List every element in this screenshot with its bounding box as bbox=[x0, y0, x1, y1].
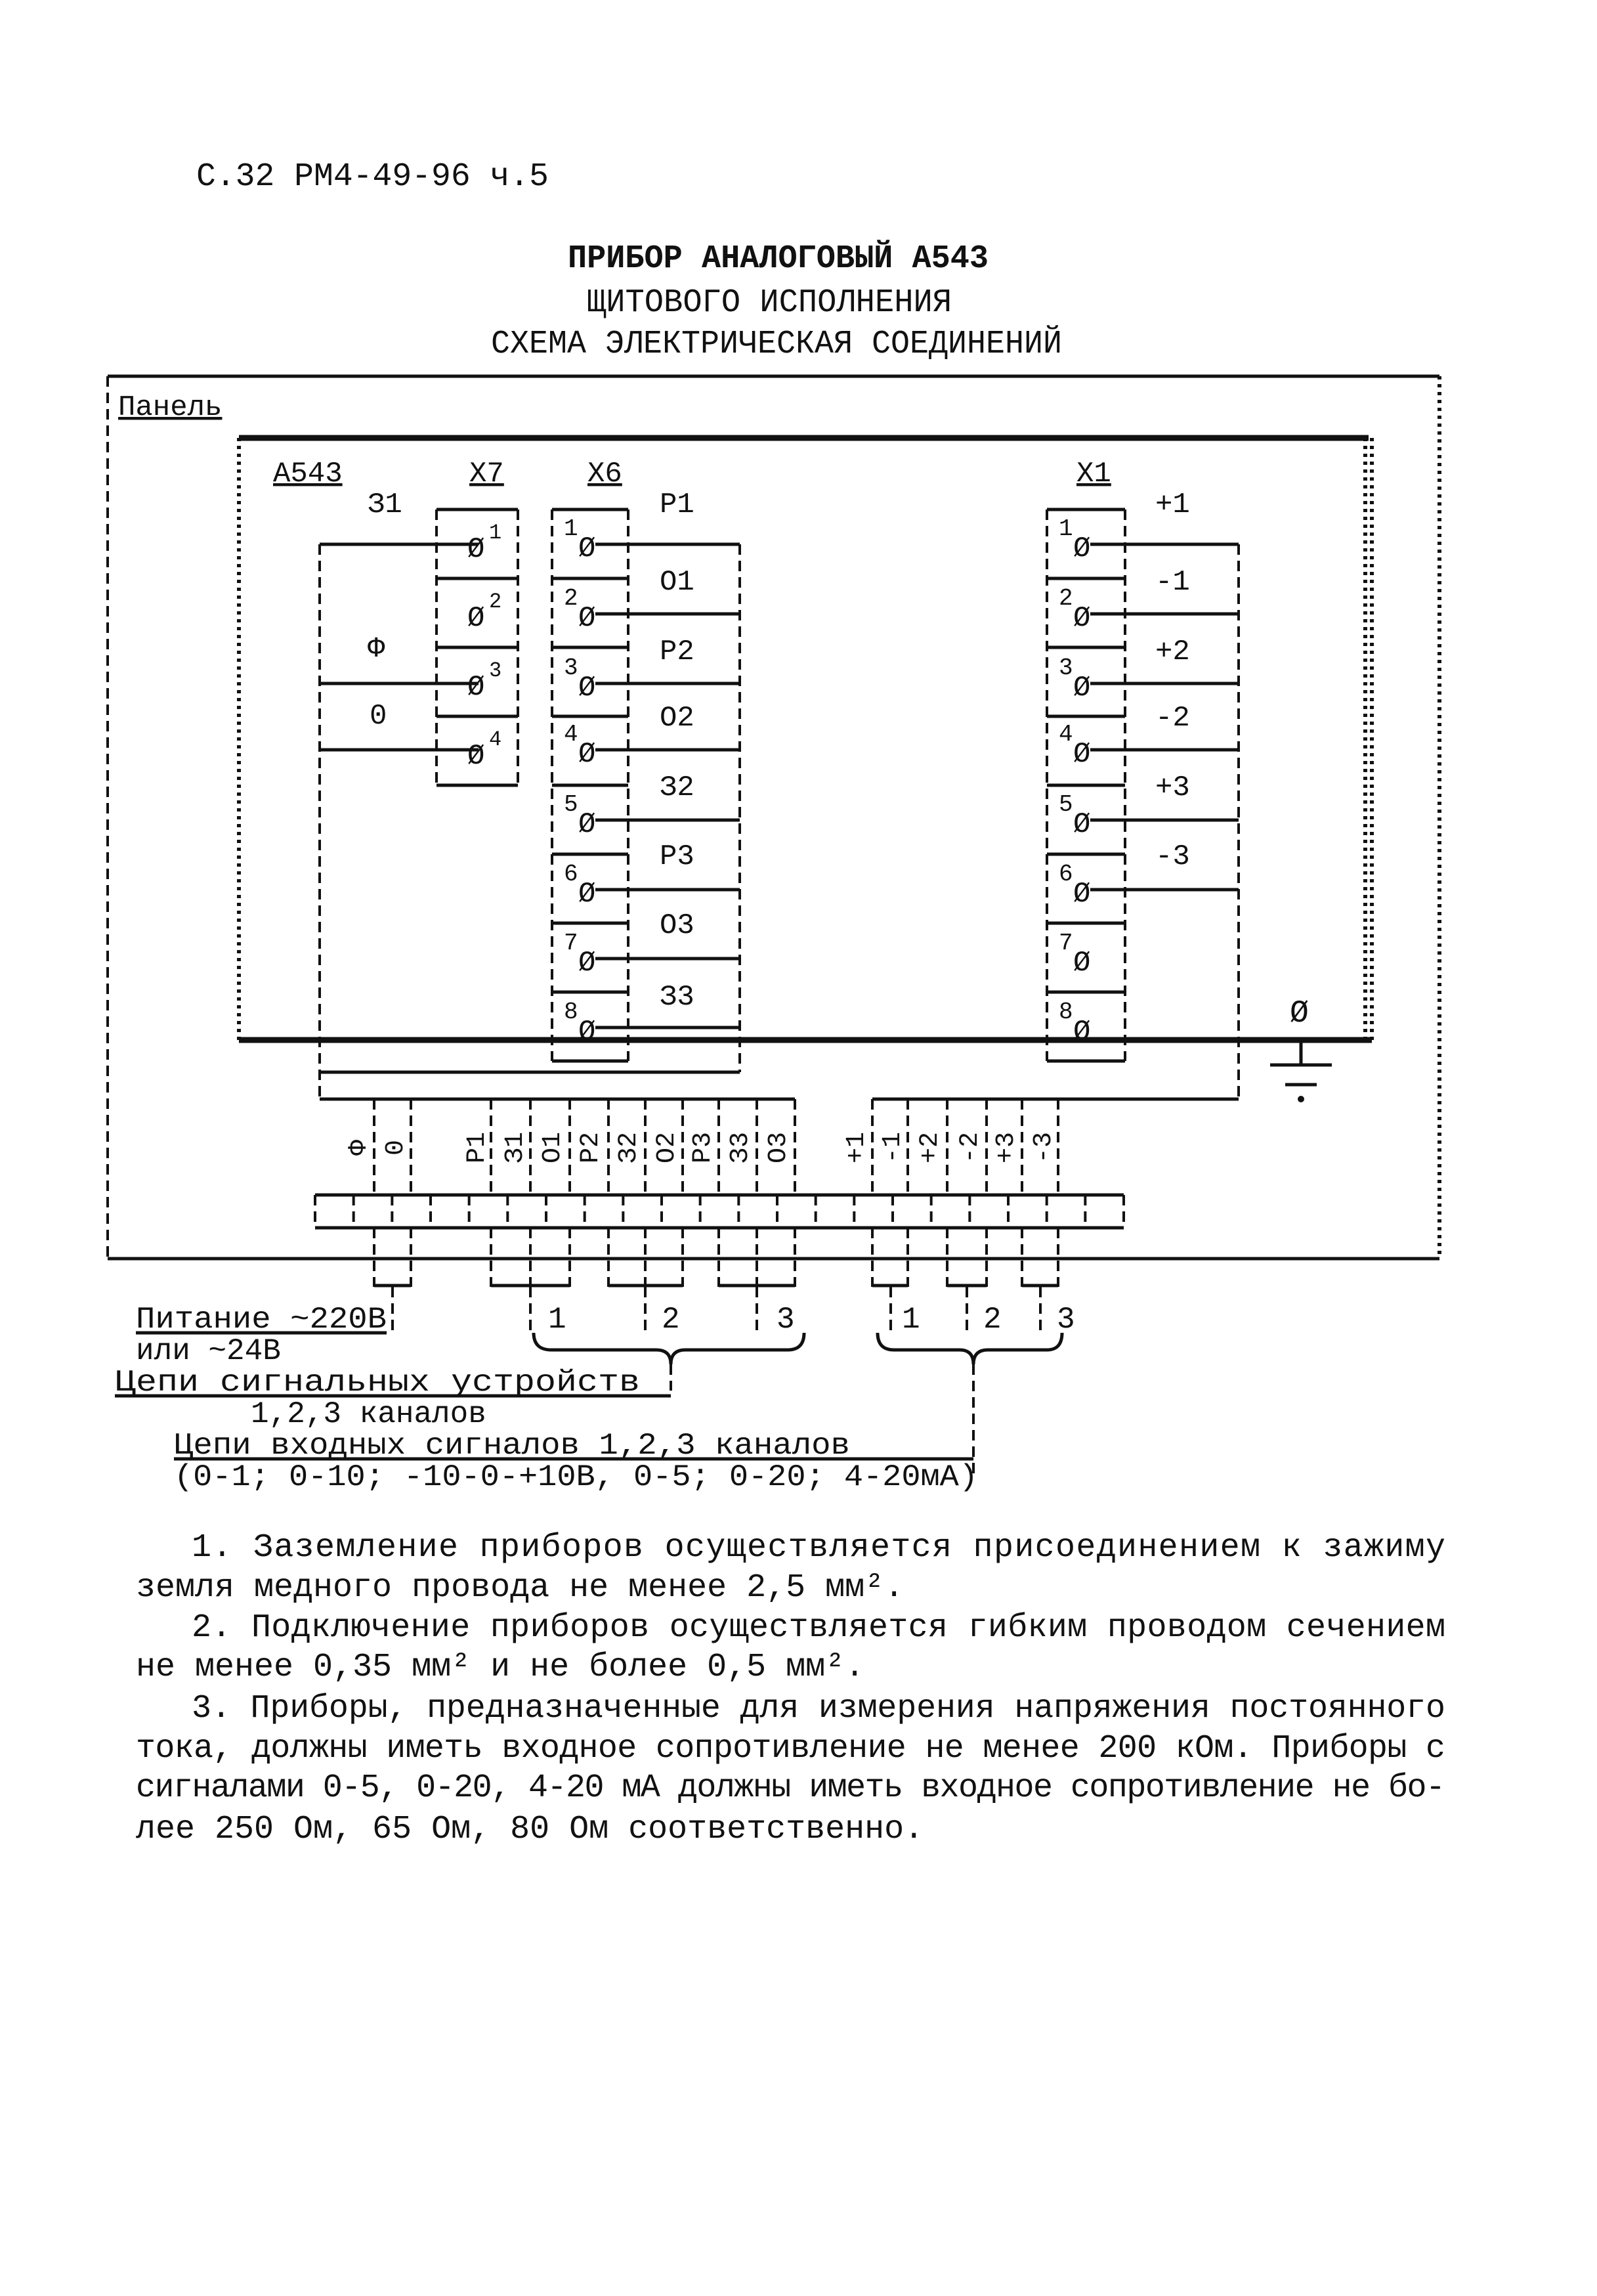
column-label: Ф bbox=[345, 1139, 374, 1156]
signal-label: Р1 bbox=[660, 488, 694, 521]
terminal-number: 4 bbox=[564, 721, 578, 748]
terminal-number: 5 bbox=[1059, 791, 1073, 818]
terminal-number: 2 bbox=[489, 590, 502, 614]
connector-columns bbox=[345, 1099, 1075, 1337]
column-label: +1 bbox=[842, 1131, 872, 1164]
screw-icon: Ø bbox=[578, 1016, 596, 1049]
screw-icon: Ø bbox=[578, 672, 596, 704]
signal-label: -3 bbox=[1155, 840, 1190, 873]
signal-label: О2 bbox=[660, 702, 694, 735]
signal-label: З3 bbox=[660, 981, 694, 1014]
column-label: -2 bbox=[956, 1131, 985, 1164]
panel-label: Панель bbox=[118, 391, 223, 424]
column-label: О2 bbox=[652, 1131, 682, 1164]
terminal-number: 1 bbox=[564, 515, 578, 542]
legend-input-signals: Цепи входных сигналов 1,2,3 каналов bbox=[174, 1429, 850, 1463]
note-line: земля медного провода не менее 2,5 мм². bbox=[136, 1569, 905, 1607]
x6-label: Х6 bbox=[587, 458, 622, 490]
signal-label: О1 bbox=[660, 566, 694, 599]
column-label: +2 bbox=[916, 1131, 945, 1164]
legend-signal-devices-channels: 1,2,3 каналов bbox=[251, 1397, 486, 1431]
column-label: -3 bbox=[1029, 1131, 1059, 1164]
screw-icon: Ø bbox=[1073, 672, 1091, 704]
column-label: Р2 bbox=[576, 1131, 606, 1164]
ground-terminal bbox=[1270, 1040, 1332, 1102]
column-label: Р3 bbox=[689, 1131, 718, 1164]
terminal-number: 7 bbox=[1059, 930, 1073, 957]
signal-label: З2 bbox=[660, 771, 694, 804]
terminal-number: 2 bbox=[564, 585, 578, 612]
screw-icon: Ø bbox=[467, 671, 485, 704]
input-channel-number: 3 bbox=[1057, 1303, 1075, 1337]
screw-icon: Ø bbox=[578, 602, 596, 635]
signal-label: -2 bbox=[1155, 702, 1190, 735]
terminal-block-x6 bbox=[552, 488, 740, 1061]
screw-icon: Ø bbox=[1073, 1016, 1091, 1049]
signal-label: +2 bbox=[1155, 636, 1190, 668]
legend-power: Питание ~220В bbox=[136, 1303, 387, 1337]
phase-label: Ф bbox=[368, 633, 385, 666]
terminal-number: 3 bbox=[489, 659, 502, 683]
signal-label: -1 bbox=[1155, 566, 1190, 599]
terminal-number: 5 bbox=[564, 791, 578, 818]
document-reference: С.32 РМ4-49-96 ч.5 bbox=[196, 158, 549, 196]
device-box bbox=[239, 438, 1372, 1040]
note-line: 1. Заземление приборов осуществляется присоединением к зажиму bbox=[192, 1529, 1445, 1567]
screw-icon: Ø bbox=[578, 808, 596, 841]
legend-input-ranges: (0-1; 0-10; -10-0-+10В, 0-5; 0-20; 4-20мА) bbox=[174, 1460, 978, 1494]
signal-label: Р3 bbox=[660, 840, 694, 873]
column-label: О1 bbox=[538, 1131, 568, 1164]
screw-icon: Ø bbox=[578, 947, 596, 980]
signal-label: +1 bbox=[1155, 488, 1190, 521]
note-line: тока, должны иметь входное сопротивление не менее 200 кОм. Приборы с bbox=[136, 1730, 1445, 1767]
column-label: Р1 bbox=[463, 1131, 492, 1164]
ground-screw-symbol: Ø bbox=[1290, 996, 1309, 1031]
terminal-number: 1 bbox=[1059, 515, 1073, 542]
s1-label: З1 bbox=[368, 488, 402, 521]
screw-icon: Ø bbox=[1073, 602, 1091, 635]
legend-power-alt: или ~24В bbox=[136, 1334, 281, 1368]
signal-label: Р2 bbox=[660, 636, 694, 668]
terminal-number: 2 bbox=[1059, 585, 1073, 612]
screw-icon: Ø bbox=[467, 740, 485, 773]
note-line: 3. Приборы, предназначенные для измерения напряжения постоянного bbox=[192, 1690, 1445, 1727]
terminal-number: 8 bbox=[1059, 999, 1073, 1026]
signal-label: +3 bbox=[1155, 771, 1190, 804]
terminal-number: 6 bbox=[1059, 861, 1073, 888]
note-line: лее 250 Ом, 65 Ом, 80 Ом соответственно. bbox=[136, 1811, 924, 1848]
terminal-number: 6 bbox=[564, 861, 578, 888]
x7-label: Х7 bbox=[469, 458, 504, 490]
input-channel-number: 2 bbox=[983, 1303, 1002, 1337]
signal-channel-number: 2 bbox=[662, 1303, 680, 1337]
terminal-number: 3 bbox=[564, 655, 578, 682]
terminal-number: 8 bbox=[564, 999, 578, 1026]
screw-icon: Ø bbox=[578, 738, 596, 771]
screw-icon: Ø bbox=[1073, 947, 1091, 980]
screw-icon: Ø bbox=[578, 878, 596, 911]
screw-icon: Ø bbox=[1073, 738, 1091, 771]
signal-label: О3 bbox=[660, 909, 694, 942]
title-line-1: ПРИБОР АНАЛОГОВЫЙ А543 bbox=[568, 240, 1002, 278]
column-label: З2 bbox=[614, 1131, 644, 1164]
screw-icon: Ø bbox=[1073, 808, 1091, 841]
notes bbox=[136, 1529, 1445, 1848]
terminal-block-x1 bbox=[1047, 488, 1239, 1061]
connector-strip bbox=[315, 1195, 1124, 1228]
column-label: +3 bbox=[992, 1131, 1021, 1164]
note-line: 2. Подключение приборов осуществляется гибким проводом сечением bbox=[192, 1609, 1445, 1647]
note-line: не менее 0,35 мм² и не более 0,5 мм². bbox=[136, 1649, 865, 1686]
x1-label: Х1 bbox=[1076, 458, 1111, 490]
terminal-number: 4 bbox=[489, 727, 502, 752]
input-channel-number: 1 bbox=[902, 1303, 920, 1337]
screw-icon: Ø bbox=[578, 532, 596, 565]
ground-icon bbox=[1298, 1096, 1304, 1102]
screw-icon: Ø bbox=[1073, 878, 1091, 911]
screw-icon: Ø bbox=[467, 533, 485, 566]
terminal-number: 4 bbox=[1059, 721, 1073, 748]
title-line-3: СХЕМА ЭЛЕКТРИЧЕСКАЯ СОЕДИНЕНИЙ bbox=[491, 326, 1082, 363]
terminal-number: 3 bbox=[1059, 655, 1073, 682]
signal-channel-number: 1 bbox=[548, 1303, 566, 1337]
signal-channel-number: 3 bbox=[777, 1303, 795, 1337]
terminal-number: 1 bbox=[489, 521, 502, 545]
column-label: 0 bbox=[381, 1139, 411, 1156]
terminal-number: 7 bbox=[564, 930, 578, 957]
column-label: З3 bbox=[726, 1131, 756, 1164]
column-label: З1 bbox=[501, 1131, 530, 1164]
s1-wiring bbox=[320, 544, 479, 1099]
screw-icon: Ø bbox=[467, 602, 485, 635]
title-line-2: ЩИТОВОГО ИСПОЛНЕНИЯ bbox=[587, 284, 952, 322]
legend-signal-devices: Цепи сигнальных устройств bbox=[115, 1366, 640, 1400]
zero-label: 0 bbox=[370, 700, 387, 733]
screw-icon: Ø bbox=[1073, 532, 1091, 565]
note-line: сигналами 0-5, 0-20, 4-20 мА должны иметь входное сопротивление не бо- bbox=[136, 1769, 1445, 1807]
terminal-block-x7 bbox=[437, 509, 518, 785]
device-label: А543 bbox=[273, 458, 343, 490]
column-label: -1 bbox=[878, 1131, 908, 1164]
column-label: О3 bbox=[764, 1131, 794, 1164]
